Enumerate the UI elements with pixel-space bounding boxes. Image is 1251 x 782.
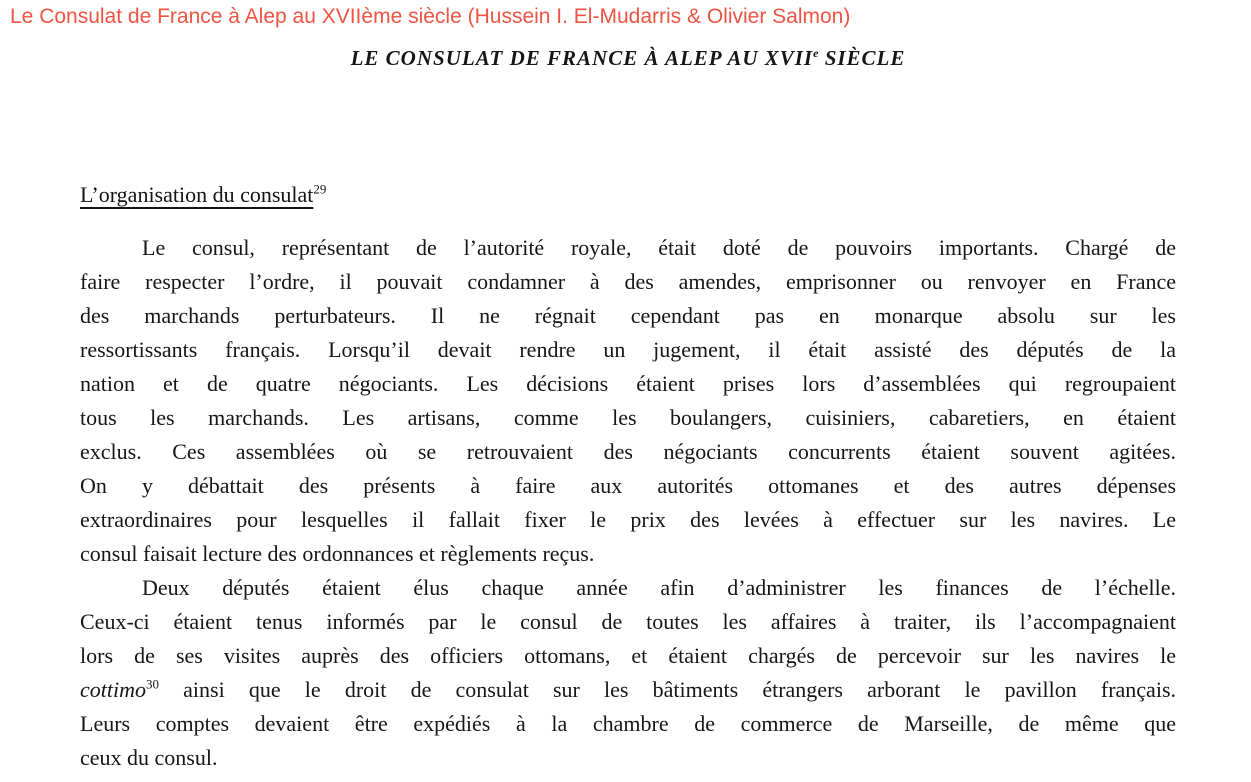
text-line — [80, 299, 1176, 333]
text-line — [80, 707, 1176, 741]
text-line — [80, 435, 1176, 469]
text-segment: Le consul, représentant de l’autorité royale, était doté de pouvoirs importants. Chargé de — [142, 235, 1176, 260]
document-page — [80, 45, 1176, 775]
text-line — [80, 639, 1176, 673]
text-line — [80, 741, 1176, 775]
text-line — [80, 537, 1176, 571]
footnote-reference: 29 — [313, 181, 327, 197]
text-segment: L’organisation du consulat — [80, 182, 314, 207]
text-line — [80, 571, 1176, 605]
text-segment: LE CONSULAT DE FRANCE À ALEP AU XVII — [350, 46, 814, 70]
text-segment: des marchands perturbateurs. Il ne régnait cependant pas en monarque absolu sur les — [80, 303, 1176, 328]
text-segment: SIÈCLE — [818, 46, 906, 70]
footnote-reference: 30 — [146, 676, 159, 692]
text-line — [80, 401, 1176, 435]
text-line — [80, 503, 1176, 537]
text-segment: faire respecter l’ordre, il pouvait condamner à des amendes, emprisonner ou renvoyer en France — [80, 269, 1176, 294]
text-segment: lors de ses visites auprès des officiers ottomans, et étaient chargés de percevoir sur les navires le — [80, 643, 1176, 668]
text-line — [80, 333, 1176, 367]
text-segment: consul faisait lecture des ordonnances et règlements reçus. — [80, 541, 595, 566]
text-segment: cottimo — [80, 677, 146, 702]
text-line — [80, 605, 1176, 639]
text-segment: Leurs comptes devaient être expédiés à la chambre de commerce de Marseille, de même que — [80, 711, 1176, 736]
text-line — [80, 231, 1176, 265]
text-segment: Deux députés étaient élus chaque année afin d’administrer les finances de l’échelle. — [142, 575, 1176, 600]
text-segment: ressortissants français. Lorsqu’il devait rendre un jugement, il était assisté des députés de la — [80, 337, 1176, 362]
text-segment: extraordinaires pour lesquelles il fallait fixer le prix des levées à effectuer sur les navires. Le — [80, 507, 1176, 532]
text-segment: ainsi que le droit de consulat sur les bâtiments étrangers arborant le pavillon français. — [159, 677, 1176, 702]
running-header — [80, 45, 1176, 71]
text-segment: Ceux-ci étaient tenus informés par le consul de toutes les affaires à traiter, ils l’accompagnaient — [80, 609, 1176, 634]
text-line — [80, 673, 1176, 707]
body-text — [80, 231, 1176, 775]
viewer-title: Le Consulat de France à Alep au XVIIème siècle (Hussein I. El-Mudarris & Olivier Salmon) — [10, 5, 851, 28]
text-segment: ceux du consul. — [80, 745, 218, 770]
text-line — [80, 265, 1176, 299]
text-segment: nation et de quatre négociants. Les décisions étaient prises lors d’assemblées qui regroupaient — [80, 371, 1176, 396]
section-heading — [80, 181, 1176, 209]
text-line — [80, 367, 1176, 401]
footnote-reference: e — [813, 46, 819, 60]
text-segment: tous les marchands. Les artisans, comme les boulangers, cuisiniers, cabaretiers, en étaient — [80, 405, 1176, 430]
text-line — [80, 469, 1176, 503]
text-segment: exclus. Ces assemblées où se retrouvaient des négociants concurrents étaient souvent agitées. — [80, 439, 1176, 464]
text-segment: On y débattait des présents à faire aux autorités ottomanes et des autres dépenses — [80, 473, 1176, 498]
